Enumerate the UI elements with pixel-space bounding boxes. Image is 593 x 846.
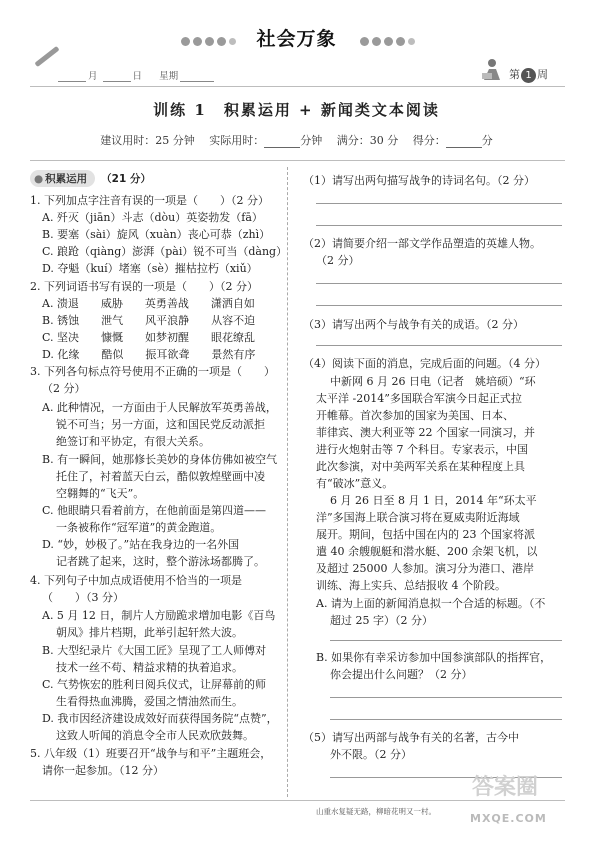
full-label: 满分： xyxy=(336,134,370,147)
q5-3-prompt: （3）请写出两个与战争有关的成语。（2 分） xyxy=(303,318,524,331)
q1-option-a: A. 歼灭（jiān）斗志（dòu）英姿勃发（fā） xyxy=(42,211,263,224)
news-line-1: 中新网 6 月 26 日电（记者 姚培硕）“环 xyxy=(330,375,536,388)
q1-option-d: D. 夺魁（kuí）堵塞（sè）摧枯拉朽（xiǔ） xyxy=(42,262,258,275)
q3-option-b-line3: 空翱舞的“飞天”。 xyxy=(56,487,145,500)
q3-option-d-line2: 记者跳了起来，这时，整个游泳场都腾了。 xyxy=(56,555,265,568)
q4-stem-points: （ ）（3 分） xyxy=(42,591,124,604)
q5-4-b-answer-line-1[interactable] xyxy=(330,697,562,698)
date-row xyxy=(56,68,216,82)
news-line-3: 开帷幕。首次参加的国家为美国、日本、 xyxy=(316,409,514,422)
q5-2-answer-line-1[interactable] xyxy=(316,283,562,284)
q2-option-d: D. 化缘 酷似 振耳欲聋 景然有序 xyxy=(42,348,256,361)
q4-option-a-line2: 朝凤》排片档期，此举引起轩然大波。 xyxy=(56,626,243,639)
q5-4-prompt: （4）阅读下面的消息，完成后面的问题。（4 分） xyxy=(303,357,546,370)
suggest-value: 25 分钟 xyxy=(155,134,195,147)
news-line-9: 洋”多国海上联合演习将在夏威夷附近海域 xyxy=(316,511,520,524)
news-line-5: 进行火炮射击等 7 个科目。专家表示，中国 xyxy=(316,443,528,456)
watermark-text: MXQE.COM xyxy=(470,812,547,825)
q3-option-b-line2: 托住了，衬着蓝天白云，酷似敦煌壁画中凌 xyxy=(56,470,265,483)
q1-stem: 1. 下列加点字注音有误的一项是（ ）（2 分） xyxy=(30,194,269,207)
q5-5-prompt-line2: 外不限。（2 分） xyxy=(330,748,412,761)
actual-time-blank xyxy=(264,137,300,148)
watermark-logo: 答案圈 xyxy=(472,775,539,800)
week-indicator xyxy=(509,66,548,83)
time-score-info xyxy=(0,132,593,148)
q5-stem-line2: 请你一起参加。（12 分） xyxy=(42,764,164,777)
section-pill xyxy=(30,170,95,187)
q5-2-prompt-line1: （2）请简要介绍一部文学作品塑造的英雄人物。 xyxy=(303,237,541,250)
header-divider xyxy=(30,86,565,87)
q3-option-c-line2: 一条被称作“冠军道”的黄金跑道。 xyxy=(56,521,222,534)
q5-stem-line1: 5. 八年级（1）班要召开“战争与和平”主题班会， xyxy=(30,747,272,760)
q5-4-b-prompt-line1: B. 如果你有幸采访参加中国参演部队的指挥官， xyxy=(316,651,552,664)
reader-icon xyxy=(481,58,503,82)
q3-stem-points: （2 分） xyxy=(42,382,86,395)
q2-option-a: A. 溃退 威胁 英勇善战 潇洒自如 xyxy=(42,297,255,310)
footer-motto: 山重水复疑无路，柳暗花明又一村。 xyxy=(316,807,436,816)
section-points: （21 分） xyxy=(101,173,151,185)
q3-option-b-line1: B. 有一瞬间，她那修长美妙的身体仿佛如被空气 xyxy=(42,453,278,466)
q4-option-b-line1: B. 大型纪录片《大国工匠》呈现了工人师傅对 xyxy=(42,644,267,657)
news-line-7: 有“破冰”意义。 xyxy=(316,477,394,490)
score-label: 得分： xyxy=(412,134,446,147)
week-prefix: 第 xyxy=(509,68,520,81)
q4-option-d-line2: 这致人听闻的消息令全市人民欢欣鼓舞。 xyxy=(56,729,254,742)
news-line-11: 遣 40 余艘舰艇和潜水艇、200 余架飞机，以 xyxy=(316,545,538,558)
news-line-10: 展开。期间，包括中国在内的 23 个国家将派 xyxy=(316,528,535,541)
column-divider xyxy=(287,167,288,797)
week-suffix: 周 xyxy=(537,68,548,81)
q2-option-b: B. 锈蚀 泄气 风平浪静 从容不迫 xyxy=(42,314,256,327)
news-line-8: 6 月 26 日至 8 月 1 日，2014 年“环太平 xyxy=(330,494,537,507)
date-day: 日 xyxy=(132,71,143,82)
full-value: 30 分 xyxy=(369,134,399,147)
q3-option-a-line2: 锐不可当；另一方面，这和国民党反动派拒 xyxy=(56,418,265,431)
header-title: 社会万象 xyxy=(256,28,337,50)
q3-option-a-line3: 绝签订和平协定，有很大关系。 xyxy=(56,435,210,448)
q3-stem: 3. 下列各句标点符号使用不正确的一项是（ ） xyxy=(30,365,275,378)
decor-dots-right xyxy=(360,37,415,46)
score-unit: 分 xyxy=(481,134,493,147)
actual-unit: 分钟 xyxy=(300,134,323,147)
actual-label: 实际用时： xyxy=(209,134,265,147)
week-number-badge: 1 xyxy=(521,68,536,83)
q5-2-answer-line-2[interactable] xyxy=(316,305,562,306)
q5-4-a-answer-line[interactable] xyxy=(330,640,562,641)
date-weekday: 星期 xyxy=(159,71,179,82)
q4-option-d-line1: D. 我市因经济建设成效好而获得国务院“点赞”， xyxy=(42,712,278,725)
q5-3-answer-line[interactable] xyxy=(316,345,562,346)
suggest-label: 建议用时： xyxy=(100,134,156,147)
q2-option-c: C. 坚决 慷慨 如梦初醒 眼花缭乱 xyxy=(42,331,256,344)
q5-1-answer-line-1[interactable] xyxy=(316,203,562,204)
section-badge xyxy=(30,170,151,187)
q5-4-b-prompt-line2: 你会提出什么问题？（2 分） xyxy=(330,668,473,681)
news-line-2: 太平洋 -2014”多国联合军演今日起正式拉 xyxy=(316,392,522,405)
news-line-6: 此次参演，对中美两军关系在某种程度上具 xyxy=(316,460,525,473)
q4-stem: 4. 下列句子中加点成语使用不恰当的一项是 xyxy=(30,574,242,587)
news-line-13: 训练、海上实兵、总结报收 4 个阶段。 xyxy=(316,579,506,592)
q5-2-prompt-line2: （2 分） xyxy=(316,254,360,267)
section-title: 积累运用 xyxy=(45,173,88,185)
lesson-title: 训练 1 积累运用 + 新闻类文本阅读 xyxy=(153,101,440,119)
q5-4-b-answer-line-2[interactable] xyxy=(330,719,562,720)
news-line-4: 菲律宾、澳大利亚等 22 个国家一同演习，并 xyxy=(316,426,535,439)
q5-1-prompt: （1）请写出两句描写战争的诗词名句。（2 分） xyxy=(303,174,535,187)
q2-stem: 2. 下列词语书写有误的一项是（ ）（2 分） xyxy=(30,280,258,293)
q5-4-a-prompt-line1: A. 请为上面的新闻消息拟一个合适的标题。（不 xyxy=(316,597,546,610)
q3-option-a-line1: A. 此种情况，一方面由于人民解放军英勇善战， xyxy=(42,401,277,414)
q1-option-c: C. 踉跄（qiàng）澎湃（pài）锐不可当（dàng） xyxy=(42,245,288,258)
score-blank xyxy=(446,137,482,148)
top-rule xyxy=(30,160,565,161)
q4-option-b-line2: 技术一丝不苟、精益求精的执着追求。 xyxy=(56,661,243,674)
q4-option-c-line1: C. 气势恢宏的胜利日阅兵仪式，让屏幕前的师 xyxy=(42,678,267,691)
q4-option-c-line2: 生看得热血沸腾，爱国之情油然而生。 xyxy=(56,695,243,708)
q4-option-a-line1: A. 5 月 12 日，制片人方励跪求增加电影《百鸟 xyxy=(42,609,276,622)
q5-1-answer-line-2[interactable] xyxy=(316,225,562,226)
q3-option-c-line1: C. 他眼睛只看着前方，在他前面是第四道—— xyxy=(42,504,267,517)
date-month: 月 xyxy=(88,71,98,82)
bullet-icon: ● xyxy=(34,173,44,185)
news-line-12: 及超过 25000 人参加。演习分为港口、港岸 xyxy=(316,562,534,575)
q5-5-prompt-line1: （5）请写出两部与战争有关的名著，古今中 xyxy=(303,731,519,744)
q1-option-b: B. 要塞（sài）旋风（xuàn）丧心可恭（zhì） xyxy=(42,228,271,241)
q3-option-d-line1: D. “妙，妙极了。”站在我身边的一名外国 xyxy=(42,538,240,551)
q5-4-a-prompt-line2: 超过 25 字）（2 分） xyxy=(330,614,433,627)
